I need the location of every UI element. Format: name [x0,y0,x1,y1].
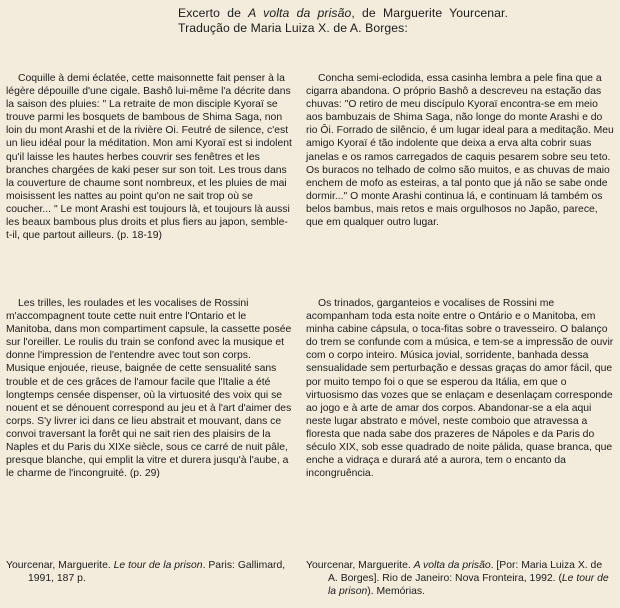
reference-portuguese-publisher: . [Por: Maria Luiza X. de A. Borges]. Rio de Janeiro: Nova Fronteira, 1992. ( [328,560,603,585]
header-text-start: Excerto de [178,6,249,20]
excerpt-1-portuguese-text: Concha semi-eclodida, essa casinha lembra a pele fina que a cigarra abandona. O próprio Bashô a descreveu na estação das chuvas: "O retiro de meu discípulo Kyoraï encontra-se em meio aos bambuzais de Shima Saga, não longe do monte Arashi e do rio Ôi. Forrado de silêncio, é um lugar ideal para a meditação. Meu amigo Kyoraï é tão indolente que deixa a erva alta cobrir suas janelas e os ramos carregados de caquis pesarem sobre seu teto. Os buracos no telhado de colmo são muitos, e as chuvas de maio enchem de mofo as esteiras, a tal ponto que já não se sabe onde dormir..." O monte Arashi continua lá, e continuam lá também os belos bambus, mais retos e mais orgulhosos no Japão, parece, que em qualquer outro lugar. [306,73,614,229]
excerpt-1-french [6,72,292,242]
excerpt-2-french-text: Les trilles, les roulades et les vocalises de Rossini m'accompagnent toute cette nuit entre l'Ontario et le Manitoba, dans mon compartiment capsule, la cassette posée sur l'oreiller. Le roulis du train se confond avec la musique et donne l'impression de l'entendre avec tout son corps. Musique enjouée, rieuse, baignée de cette sensualité sans trouble et de ces grâces de l'amour facile que l'Italie a été longtemps censée dispenser, où la virtuosité des voix qui se nouent et se dénouent correspond au jeu et à l'art d'aimer des corps. S'y livrer ici dans ce lieu abstrait et mouvant, dans ce convoi traversant la forêt qui ne sait rien des plaisirs de la Naples et du Paris du XIXe siècle, sous ce carré de nuit pâle, presque blanche, qui emplit la vitre et durera jusqu'à l'aube, a le charme de l'incongruité. (p. 29) [6,298,292,480]
excerpt-2-portuguese-text: Os trinados, garganteios e vocalises de Rossini me acompanham toda esta noite entre o Ontário e o Manitoba, em minha cabine cápsula, o toca-fitas sobre o travesseiro. O balanço do trem se confunde com a música, e tem-se a impressão de ouvir com o corpo inteiro. Música jovial, sorridente, banhada dessa sensualidade sem perturbação e dessas graças do amor fácil, que por muito tempo foi o que se esperou da Itália, em que o virtuosismo das vozes que se enlaçam e desenlaçam corresponde ao jogo e à arte de amar dos corpos. Abandonar-se a ela aqui neste lugar abstrato e móvel, neste comboio que atravessa a floresta que nada sabe dos prazeres de Nápoles e da Paris do século XIX, sob esse quadrado de noite pálida, quase branca, que enche a vidraça e durará até a aurora, tem o encanto da incongruência. [306,298,614,480]
reference-french-line [6,559,296,585]
reference-french [6,559,296,585]
excerpt-2-portuguese [306,297,616,480]
excerpt-1-french-text: Coquille à demi éclatée, cette maisonnette fait penser à la légère dépouille d'une cigale. Bashô lui-même l'a décrite dans la saison des pluies: " La retraite de mon disciple Kyoraï se trouve parmi les bosquets de bambous de Shima Saga, non loin du mont Arashi et de la rivière Oi. Feutré de silence, c'est un lieu idéal pour la méditation. Mon ami Kyoraï est si indolent qu'il laisse les hautes herbes couvrir ses fenêtres et les branches chargées de kaki peser sur son toit. Les trous dans la couverture de chaume sont nombreux, et les pluies de mai moisissent les nattes au point qu'on ne sait trop où se coucher... " Le mont Arashi est toujours là, et toujours là aussi les beaux bambous plus droits et plus fiers au japon, semble-t-il, que partout ailleurs. (p. 18-19) [6,73,292,242]
reference-portuguese [306,559,612,598]
reference-french-publisher: . Paris: Gallimard, 1991, 187 p. [28,560,286,585]
page-header [178,6,508,36]
excerpt-1-portuguese [306,72,616,229]
reference-portuguese-title: A volta da prisão [413,560,491,571]
reference-portuguese-genre: ). Memórias. [367,586,426,598]
reference-portuguese-author: Yourcenar, Marguerite. [306,560,414,571]
header-book-title: A volta da prisão [248,6,352,20]
reference-portuguese-line [306,559,612,598]
reference-french-title: Le tour de la prison [113,560,203,571]
header-text-end: , de Marguerite Yourcenar. Tradução de Maria Luiza X. de A. Borges: [178,6,509,35]
reference-french-author: Yourcenar, Marguerite. [6,560,114,571]
reference-portuguese-original-title: Le tour de la prison [328,573,609,598]
excerpt-2-french [6,297,292,480]
